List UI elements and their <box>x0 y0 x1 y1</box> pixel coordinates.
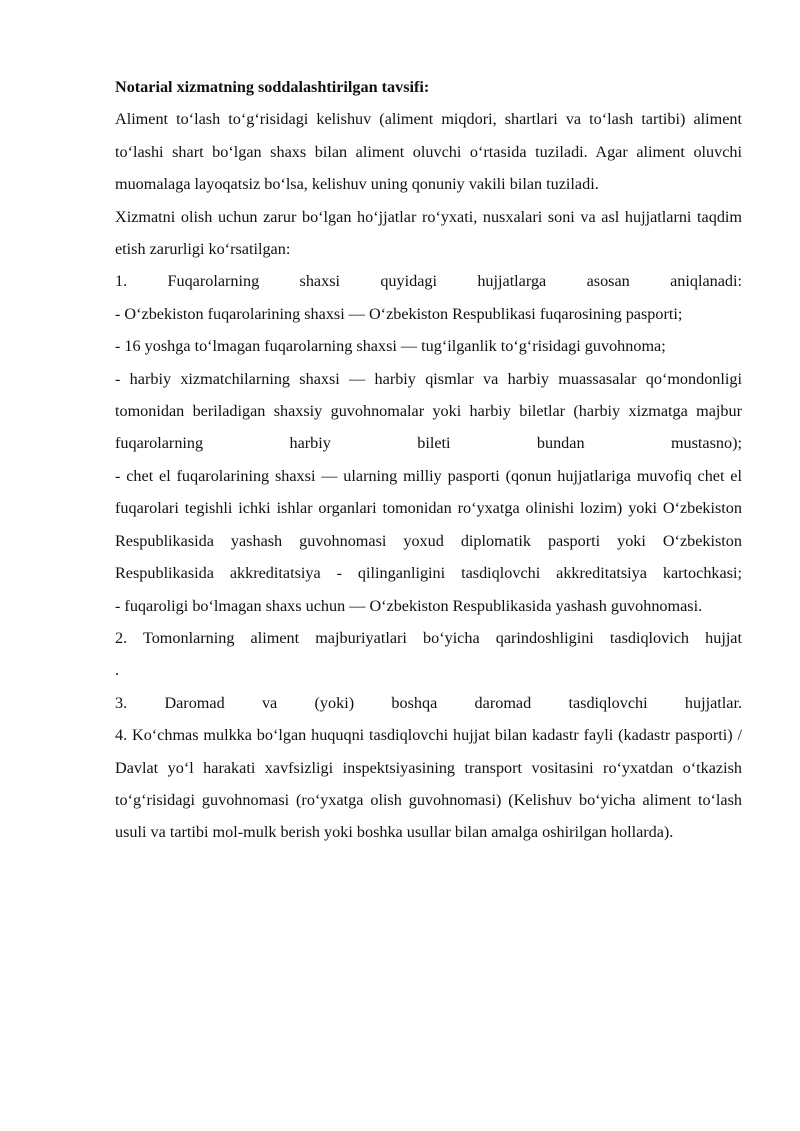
list-item-3: 3. Daromad va (yoki) boshqa daromad tasdiqlovchi hujjatlar. <box>115 693 742 712</box>
list-item-1-d: - chet el fuqarolarining shaxsi — ularning milliy pasporti (qonun hujjatlariga muvofiq chet el fuqarolari tegishli ichki ishlar organlari tomonidan ro‘yxatga olinishi lozim) yoki O‘zbekiston Respublikasida yashash guvohnomasi yoxud diplomatik pasporti yoki O‘zbekiston Respublikasida akkreditatsiya - qilinganligini tasdiqlovchi akkreditatsiya kartochkasi; <box>115 466 742 583</box>
list-item-2: 2. Tomonlarning aliment majburiyatlari bo‘yicha qarindoshligini tasdiqlovich hujjat <box>115 628 742 647</box>
document-title: Notarial xizmatning soddalashtirilgan tavsifi: <box>115 78 430 96</box>
list-item-1-c: - harbiy xizmatchilarning shaxsi — harbiy qismlar va harbiy muassasalar qo‘mondonligi tomonidan beriladigan shaxsiy guvohnomalar yoki harbiy biletlar (harbiy xizmatga majbur fuqarolarning harbiy bileti bundan mustasno); <box>115 369 742 453</box>
intro-paragraph-2: Xizmatni olish uchun zarur bo‘lgan ho‘jjatlar ro‘yxati, nusxalari soni va asl hujjatlarni taqdim etish zarurligi ko‘rsatilgan: <box>115 207 742 259</box>
document-page <box>115 71 742 849</box>
list-item-1-e: - fuqaroligi bo‘lmagan shaxs uchun — O‘zbekiston Respublikasida yashash guvohnomasi. <box>115 596 703 615</box>
list-item-1-a: - O‘zbekiston fuqarolarining shaxsi — O‘zbekiston Respublikasi fuqarosining pasporti; <box>115 304 683 323</box>
list-item-1-b: - 16 yoshga to‘lmagan fuqarolarning shaxsi — tug‘ilganlik to‘g‘risidagi guvohnoma; <box>115 337 666 356</box>
list-item-4: 4. Ko‘chmas mulkka bo‘lgan huquqni tasdiqlovchi hujjat bilan kadastr fayli (kadastr pasporti) / Davlat yo‘l harakati xavfsizligi inspektsiyasining transport vositasini ro‘yxatdan o‘tkazish to‘g‘risidagi guvohnomasi (ro‘yxatga olish guvohnomasi) (Kelishuv bo‘yicha aliment to‘lash usuli va tartibi mol-mulk berish yoki boshka usullar bilan amalga oshirilgan hollarda). <box>115 726 742 842</box>
intro-paragraph-1: Aliment to‘lash to‘g‘risidagi kelishuv (aliment miqdori, shartlari va to‘lash tartibi) aliment to‘lashi shart bo‘lgan shaxs bilan aliment oluvchi o‘rtasida tuziladi. Agar aliment oluvchi muomalaga layoqatsiz bo‘lsa, kelishuv uning qonuniy vakili bilan tuziladi. <box>115 110 742 194</box>
list-item-1: 1. Fuqarolarning shaxsi quyidagi hujjatlarga asosan aniqlanadi: <box>115 272 742 291</box>
list-item-2-dot: . <box>115 661 120 680</box>
